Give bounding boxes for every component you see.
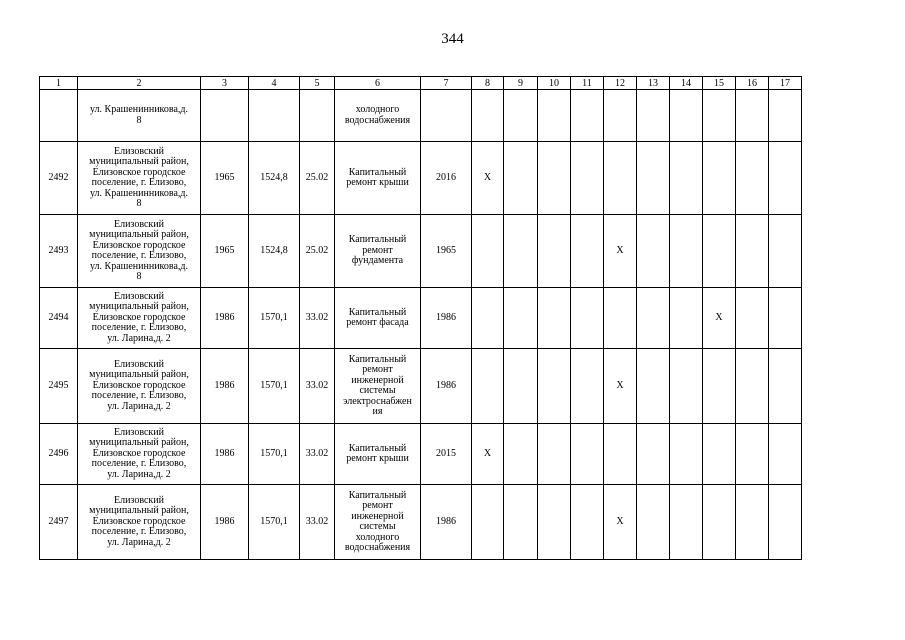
area-cell: 1570,1	[249, 485, 300, 560]
mark-cell	[670, 349, 703, 424]
work-type-cell: Капитальный ремонт инженерной системы электроснабжен ия	[335, 349, 421, 424]
column-header: 12	[604, 77, 637, 90]
address-cell: Елизовский муниципальный район, Елизовское городское поселение, г. Елизово, ул. Крашенинникова,д. 8	[78, 142, 201, 215]
work-type-cell: Капитальный ремонт фундамента	[335, 215, 421, 288]
mark-cell	[769, 485, 802, 560]
column-header: 13	[637, 77, 670, 90]
column-header: 17	[769, 77, 802, 90]
mark-cell	[769, 215, 802, 288]
plan-year-cell: 1986	[421, 349, 472, 424]
plan-year-cell: 2016	[421, 142, 472, 215]
build-year-cell: 1965	[201, 142, 249, 215]
plan-year-cell: 1986	[421, 288, 472, 349]
mark-cell	[769, 142, 802, 215]
address-cell: Елизовский муниципальный район, Елизовское городское поселение, г. Елизово, ул. Крашенинникова,д. 8	[78, 215, 201, 288]
mark-cell	[538, 90, 571, 142]
work-type-cell: Капитальный ремонт инженерной системы холодного водоснабжения	[335, 485, 421, 560]
page-number: 344	[441, 31, 464, 47]
mark-cell	[736, 288, 769, 349]
row-number-cell: 2496	[40, 424, 78, 485]
mark-cell	[670, 424, 703, 485]
mark-cell	[472, 90, 504, 142]
mark-cell	[769, 424, 802, 485]
mark-cell	[504, 215, 538, 288]
build-year-cell: 1986	[201, 288, 249, 349]
mark-cell	[736, 215, 769, 288]
column-header: 7	[421, 77, 472, 90]
mark-cell	[571, 288, 604, 349]
mark-cell	[703, 215, 736, 288]
header-row	[40, 77, 802, 90]
mark-cell	[504, 349, 538, 424]
mark-cell	[571, 142, 604, 215]
mark-cell	[637, 288, 670, 349]
mark-cell	[703, 90, 736, 142]
column-header: 5	[300, 77, 335, 90]
build-year-cell: 1986	[201, 424, 249, 485]
mark-cell	[670, 215, 703, 288]
mark-cell	[703, 424, 736, 485]
mark-cell	[769, 90, 802, 142]
mark-cell	[604, 288, 637, 349]
plan-year-cell: 1965	[421, 215, 472, 288]
mark-cell	[538, 142, 571, 215]
work-type-cell: Капитальный ремонт крыши	[335, 424, 421, 485]
mark-cell	[538, 424, 571, 485]
work-type-cell: холодного водоснабжения	[335, 90, 421, 142]
mark-cell	[571, 90, 604, 142]
mark-cell	[571, 215, 604, 288]
mark-cell	[637, 215, 670, 288]
work-type-cell: Капитальный ремонт фасада	[335, 288, 421, 349]
plan-year-cell	[421, 90, 472, 142]
mark-cell	[472, 288, 504, 349]
build-year-cell: 1986	[201, 485, 249, 560]
mark-cell	[538, 349, 571, 424]
table-row	[40, 424, 802, 485]
mark-cell	[637, 424, 670, 485]
rate-cell: 25.02	[300, 142, 335, 215]
address-cell: ул. Крашенинникова,д. 8	[78, 90, 201, 142]
mark-cell: X	[472, 142, 504, 215]
mark-cell	[637, 142, 670, 215]
build-year-cell: 1986	[201, 349, 249, 424]
work-type-cell: Капитальный ремонт крыши	[335, 142, 421, 215]
area-cell	[249, 90, 300, 142]
build-year-cell: 1965	[201, 215, 249, 288]
column-header: 3	[201, 77, 249, 90]
column-header: 16	[736, 77, 769, 90]
column-header: 4	[249, 77, 300, 90]
mark-cell	[472, 349, 504, 424]
plan-year-cell: 1986	[421, 485, 472, 560]
mark-cell	[472, 215, 504, 288]
address-cell: Елизовский муниципальный район, Елизовское городское поселение, г. Елизово, ул. Ларина,д. 2	[78, 288, 201, 349]
row-number-cell: 2494	[40, 288, 78, 349]
mark-cell	[504, 90, 538, 142]
table-row	[40, 215, 802, 288]
mark-cell	[604, 142, 637, 215]
mark-cell	[637, 485, 670, 560]
column-header: 1	[40, 77, 78, 90]
area-cell: 1524,8	[249, 215, 300, 288]
table-row	[40, 288, 802, 349]
mark-cell	[571, 349, 604, 424]
column-header: 11	[571, 77, 604, 90]
mark-cell	[703, 349, 736, 424]
mark-cell	[637, 349, 670, 424]
row-number-cell: 2497	[40, 485, 78, 560]
mark-cell	[504, 288, 538, 349]
mark-cell	[670, 90, 703, 142]
mark-cell	[670, 485, 703, 560]
mark-cell	[736, 424, 769, 485]
rate-cell	[300, 90, 335, 142]
area-cell: 1570,1	[249, 424, 300, 485]
mark-cell	[670, 288, 703, 349]
mark-cell	[538, 215, 571, 288]
mark-cell	[504, 424, 538, 485]
mark-cell	[736, 485, 769, 560]
mark-cell	[504, 142, 538, 215]
mark-cell	[571, 485, 604, 560]
mark-cell: X	[604, 485, 637, 560]
column-header: 8	[472, 77, 504, 90]
build-year-cell	[201, 90, 249, 142]
mark-cell	[703, 485, 736, 560]
column-header: 14	[670, 77, 703, 90]
mark-cell	[736, 142, 769, 215]
rate-cell: 33.02	[300, 288, 335, 349]
row-number-cell	[40, 90, 78, 142]
area-cell: 1570,1	[249, 349, 300, 424]
mark-cell: X	[703, 288, 736, 349]
mark-cell	[769, 349, 802, 424]
table-row	[40, 142, 802, 215]
mark-cell	[538, 288, 571, 349]
mark-cell	[472, 485, 504, 560]
mark-cell	[604, 90, 637, 142]
mark-cell	[604, 424, 637, 485]
mark-cell	[637, 90, 670, 142]
area-cell: 1524,8	[249, 142, 300, 215]
mark-cell: X	[604, 215, 637, 288]
mark-cell: X	[604, 349, 637, 424]
rate-cell: 25.02	[300, 215, 335, 288]
address-cell: Елизовский муниципальный район, Елизовское городское поселение, г. Елизово, ул. Ларина,д. 2	[78, 424, 201, 485]
mark-cell: X	[472, 424, 504, 485]
plan-year-cell: 2015	[421, 424, 472, 485]
row-number-cell: 2493	[40, 215, 78, 288]
mark-cell	[736, 90, 769, 142]
area-cell: 1570,1	[249, 288, 300, 349]
mark-cell	[769, 288, 802, 349]
mark-cell	[538, 485, 571, 560]
mark-cell	[736, 349, 769, 424]
table-row	[40, 349, 802, 424]
address-cell: Елизовский муниципальный район, Елизовское городское поселение, г. Елизово, ул. Ларина,д. 2	[78, 485, 201, 560]
column-header: 6	[335, 77, 421, 90]
column-header: 9	[504, 77, 538, 90]
rate-cell: 33.02	[300, 485, 335, 560]
mark-cell	[504, 485, 538, 560]
column-header: 10	[538, 77, 571, 90]
mark-cell	[571, 424, 604, 485]
rate-cell: 33.02	[300, 424, 335, 485]
row-number-cell: 2492	[40, 142, 78, 215]
table-row	[40, 90, 802, 142]
repair-schedule-table	[39, 76, 802, 560]
mark-cell	[703, 142, 736, 215]
address-cell: Елизовский муниципальный район, Елизовское городское поселение, г. Елизово, ул. Ларина,д. 2	[78, 349, 201, 424]
mark-cell	[670, 142, 703, 215]
column-header: 2	[78, 77, 201, 90]
row-number-cell: 2495	[40, 349, 78, 424]
table-row	[40, 485, 802, 560]
column-header: 15	[703, 77, 736, 90]
rate-cell: 33.02	[300, 349, 335, 424]
